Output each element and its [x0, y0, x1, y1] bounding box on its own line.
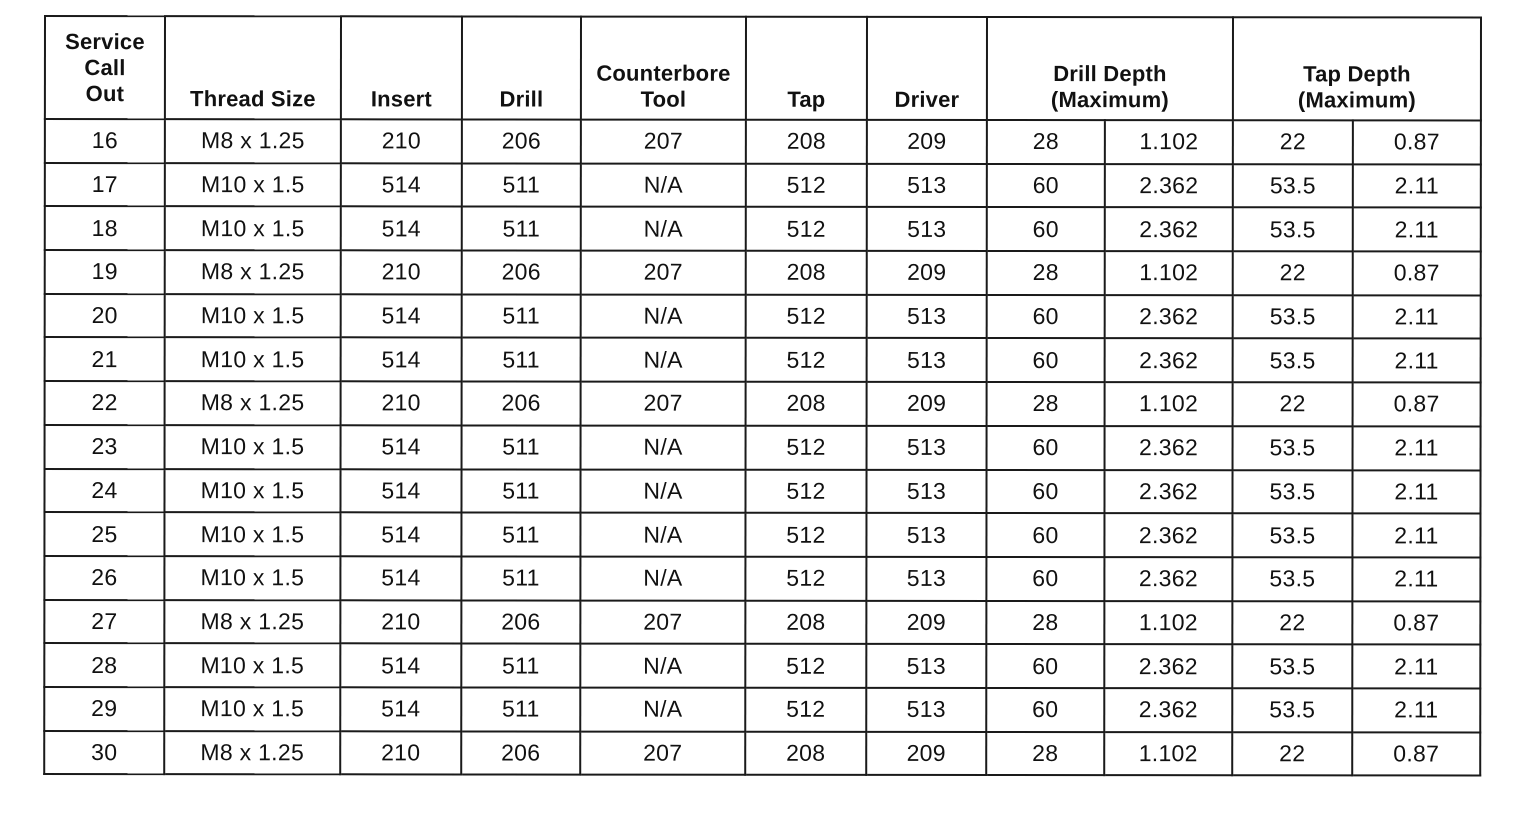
cell-tap: 208	[746, 120, 867, 164]
cell-service-call-out: 26	[44, 556, 164, 600]
cell-driver: 513	[867, 426, 987, 470]
cell-drill-depth-in: 1.102	[1104, 601, 1232, 645]
cell-tap: 208	[745, 600, 866, 644]
cell-tap: 512	[746, 163, 867, 207]
header-tap-depth: Tap Depth (Maximum)	[1233, 17, 1481, 120]
cell-drill-depth-mm: 60	[986, 557, 1104, 601]
cell-drill: 511	[461, 644, 580, 688]
cell-drill: 511	[462, 163, 581, 207]
cell-drill-depth-mm: 28	[987, 251, 1105, 295]
cell-drill-depth-mm: 60	[987, 207, 1105, 251]
cell-counterbore-tool: N/A	[581, 207, 746, 251]
cell-insert: 514	[341, 294, 462, 338]
cell-tap-depth-mm: 53.5	[1233, 164, 1353, 208]
cell-tap-depth-in: 2.11	[1352, 514, 1480, 558]
cell-tap: 208	[746, 251, 867, 295]
cell-drill-depth-in: 2.362	[1105, 339, 1233, 383]
cell-tap-depth-mm: 53.5	[1232, 644, 1352, 688]
cell-drill: 206	[461, 600, 580, 644]
cell-tap-depth-mm: 53.5	[1232, 513, 1352, 557]
cell-insert: 210	[340, 731, 461, 775]
cell-drill: 206	[462, 382, 581, 426]
cell-driver: 209	[866, 600, 986, 644]
cell-tap: 512	[745, 688, 866, 732]
cell-tap-depth-mm: 53.5	[1233, 295, 1353, 339]
cell-counterbore-tool: 207	[581, 382, 746, 426]
table-row	[44, 643, 1480, 688]
cell-tap-depth-in: 2.11	[1352, 688, 1480, 732]
cell-counterbore-tool: 207	[581, 251, 746, 295]
cell-service-call-out: 28	[44, 643, 164, 687]
cell-counterbore-tool: N/A	[581, 425, 746, 469]
cell-counterbore-tool: N/A	[580, 687, 745, 731]
cell-tap-depth-in: 0.87	[1353, 120, 1481, 164]
cell-insert: 514	[340, 469, 461, 513]
cell-thread-size: M10 x 1.5	[164, 643, 340, 687]
cell-service-call-out: 27	[44, 600, 164, 644]
cell-tap-depth-mm: 22	[1232, 601, 1352, 645]
cell-tap: 512	[745, 513, 866, 557]
cell-drill-depth-in: 1.102	[1105, 120, 1233, 164]
cell-service-call-out: 18	[45, 206, 165, 250]
cell-drill-depth-in: 2.362	[1104, 644, 1232, 688]
cell-driver: 209	[866, 731, 986, 775]
cell-counterbore-tool: 207	[580, 600, 745, 644]
cell-drill-depth-in: 2.362	[1105, 426, 1233, 470]
cell-driver: 513	[866, 469, 986, 513]
cell-tap-depth-mm: 22	[1232, 732, 1352, 776]
cell-service-call-out: 19	[45, 250, 165, 294]
cell-service-call-out: 16	[45, 119, 165, 163]
cell-driver: 209	[867, 251, 987, 295]
cell-counterbore-tool: N/A	[580, 644, 745, 688]
cell-drill-depth-mm: 60	[986, 644, 1104, 688]
cell-tap-depth-mm: 22	[1233, 382, 1353, 426]
table-row	[44, 687, 1480, 732]
cell-insert: 514	[340, 687, 461, 731]
cell-thread-size: M10 x 1.5	[165, 163, 341, 207]
cell-insert: 514	[341, 207, 462, 251]
cell-drill-depth-mm: 28	[987, 382, 1105, 426]
cell-thread-size: M10 x 1.5	[165, 207, 341, 251]
header-service-call-out: Service Call Out	[45, 16, 165, 119]
cell-insert: 514	[340, 556, 461, 600]
cell-counterbore-tool: N/A	[580, 556, 745, 600]
cell-counterbore-tool: N/A	[581, 294, 746, 338]
cell-drill-depth-in: 2.362	[1104, 688, 1232, 732]
cell-drill: 511	[461, 687, 580, 731]
cell-tap-depth-mm: 53.5	[1233, 426, 1353, 470]
cell-thread-size: M8 x 1.25	[165, 381, 341, 425]
cell-tap-depth-in: 2.11	[1353, 208, 1481, 252]
cell-drill: 206	[462, 119, 581, 163]
cell-drill: 511	[462, 338, 581, 382]
cell-driver: 209	[867, 120, 987, 164]
cell-tap-depth-in: 0.87	[1352, 732, 1480, 776]
cell-thread-size: M10 x 1.5	[165, 294, 341, 338]
cell-tap-depth-in: 2.11	[1353, 426, 1481, 470]
cell-drill-depth-mm: 28	[986, 601, 1104, 645]
cell-service-call-out: 20	[45, 294, 165, 338]
cell-tap: 512	[746, 294, 867, 338]
cell-driver: 513	[867, 164, 987, 208]
cell-drill-depth-mm: 28	[986, 732, 1104, 776]
header-driver: Driver	[867, 17, 987, 120]
cell-insert: 210	[341, 119, 462, 163]
cell-driver: 513	[866, 513, 986, 557]
cell-thread-size: M8 x 1.25	[164, 731, 340, 775]
cell-drill: 206	[461, 731, 580, 775]
cell-driver: 513	[866, 644, 986, 688]
table-row	[45, 381, 1481, 426]
cell-thread-size: M8 x 1.25	[165, 119, 341, 163]
cell-drill-depth-mm: 60	[986, 513, 1104, 557]
cell-insert: 514	[341, 425, 462, 469]
header-insert: Insert	[341, 16, 462, 119]
cell-service-call-out: 24	[44, 469, 164, 513]
cell-insert: 210	[341, 250, 462, 294]
cell-drill-depth-in: 1.102	[1105, 382, 1233, 426]
cell-drill-depth-in: 2.362	[1105, 164, 1233, 208]
cell-tap-depth-mm: 53.5	[1233, 339, 1353, 383]
table-row	[44, 600, 1480, 645]
cell-thread-size: M10 x 1.5	[164, 687, 340, 731]
cell-tap: 208	[746, 382, 867, 426]
table-row	[45, 206, 1481, 251]
cell-insert: 514	[340, 644, 461, 688]
cell-thread-size: M10 x 1.5	[164, 469, 340, 513]
cell-driver: 513	[867, 295, 987, 339]
cell-tap-depth-in: 2.11	[1353, 339, 1481, 383]
cell-driver: 513	[867, 207, 987, 251]
cell-tap-depth-in: 0.87	[1353, 251, 1481, 295]
cell-service-call-out: 17	[45, 163, 165, 207]
cell-service-call-out: 25	[44, 512, 164, 556]
cell-tap-depth-in: 2.11	[1352, 645, 1480, 689]
cell-tap-depth-in: 2.11	[1352, 470, 1480, 514]
cell-driver: 209	[867, 382, 987, 426]
cell-drill-depth-mm: 60	[987, 164, 1105, 208]
cell-drill: 511	[462, 294, 581, 338]
cell-drill: 511	[461, 469, 580, 513]
cell-drill: 511	[461, 556, 580, 600]
cell-thread-size: M8 x 1.25	[164, 600, 340, 644]
table-row	[45, 250, 1481, 295]
table-row	[45, 163, 1481, 208]
cell-counterbore-tool: N/A	[581, 163, 746, 207]
header-thread-size: Thread Size	[165, 16, 341, 119]
table-row	[44, 512, 1480, 557]
cell-driver: 513	[866, 688, 986, 732]
cell-insert: 210	[340, 600, 461, 644]
table-row	[44, 556, 1480, 601]
cell-drill-depth-mm: 60	[987, 295, 1105, 339]
cell-thread-size: M8 x 1.25	[165, 250, 341, 294]
cell-insert: 514	[340, 512, 461, 556]
table-row	[45, 425, 1481, 470]
cell-driver: 513	[866, 557, 986, 601]
table-row	[45, 337, 1481, 382]
cell-service-call-out: 22	[45, 381, 165, 425]
cell-tap: 512	[746, 338, 867, 382]
cell-tap: 512	[745, 469, 866, 513]
cell-tap-depth-mm: 22	[1233, 251, 1353, 295]
cell-thread-size: M10 x 1.5	[164, 556, 340, 600]
cell-tap: 512	[746, 426, 867, 470]
table-row	[44, 731, 1480, 776]
cell-driver: 513	[867, 338, 987, 382]
cell-drill-depth-in: 2.362	[1105, 207, 1233, 251]
cell-drill-depth-in: 2.362	[1104, 557, 1232, 601]
cell-tap-depth-in: 2.11	[1353, 164, 1481, 208]
cell-thread-size: M10 x 1.5	[165, 425, 341, 469]
cell-insert: 514	[341, 338, 462, 382]
cell-insert: 210	[341, 381, 462, 425]
cell-drill-depth-mm: 60	[986, 688, 1104, 732]
fastener-spec-table	[43, 15, 1482, 777]
header-counterbore-tool: Counterbore Tool	[581, 17, 746, 120]
cell-drill: 511	[462, 425, 581, 469]
table-row	[44, 469, 1480, 514]
cell-tap-depth-mm: 53.5	[1232, 557, 1352, 601]
cell-drill-depth-mm: 60	[987, 426, 1105, 470]
header-drill: Drill	[462, 16, 581, 119]
cell-tap-depth-mm: 53.5	[1233, 208, 1353, 252]
cell-drill: 206	[462, 251, 581, 295]
cell-tap-depth-in: 0.87	[1353, 382, 1481, 426]
cell-drill-depth-mm: 60	[986, 469, 1104, 513]
cell-counterbore-tool: 207	[580, 731, 745, 775]
cell-tap-depth-in: 2.11	[1353, 295, 1481, 339]
cell-drill-depth-in: 2.362	[1105, 295, 1233, 339]
cell-drill-depth-in: 2.362	[1104, 470, 1232, 514]
cell-tap-depth-mm: 53.5	[1232, 688, 1352, 732]
cell-drill-depth-in: 1.102	[1105, 251, 1233, 295]
cell-drill-depth-mm: 28	[987, 120, 1105, 164]
cell-drill-depth-in: 1.102	[1104, 732, 1232, 776]
cell-counterbore-tool: N/A	[580, 469, 745, 513]
cell-drill: 511	[462, 207, 581, 251]
cell-counterbore-tool: N/A	[580, 513, 745, 557]
cell-tap-depth-in: 2.11	[1352, 557, 1480, 601]
cell-drill-depth-mm: 60	[987, 338, 1105, 382]
cell-tap: 512	[745, 644, 866, 688]
cell-tap: 208	[745, 731, 866, 775]
cell-drill: 511	[461, 513, 580, 557]
cell-drill-depth-in: 2.362	[1104, 513, 1232, 557]
cell-service-call-out: 21	[45, 337, 165, 381]
cell-counterbore-tool: 207	[581, 120, 746, 164]
header-drill-depth: Drill Depth (Maximum)	[987, 17, 1233, 120]
cell-tap-depth-mm: 53.5	[1232, 470, 1352, 514]
cell-insert: 514	[341, 163, 462, 207]
table-row	[45, 119, 1481, 164]
table-row	[45, 294, 1481, 339]
cell-tap: 512	[746, 207, 867, 251]
specification-sheet	[44, 15, 1480, 775]
cell-counterbore-tool: N/A	[581, 338, 746, 382]
header-tap: Tap	[746, 17, 867, 120]
header-row	[45, 16, 1481, 121]
cell-service-call-out: 30	[44, 731, 164, 775]
cell-service-call-out: 29	[44, 687, 164, 731]
cell-tap-depth-mm: 22	[1233, 120, 1353, 164]
table-body	[44, 119, 1481, 776]
cell-tap-depth-in: 0.87	[1352, 601, 1480, 645]
cell-thread-size: M10 x 1.5	[164, 512, 340, 556]
cell-tap: 512	[745, 557, 866, 601]
cell-service-call-out: 23	[45, 425, 165, 469]
cell-thread-size: M10 x 1.5	[165, 338, 341, 382]
